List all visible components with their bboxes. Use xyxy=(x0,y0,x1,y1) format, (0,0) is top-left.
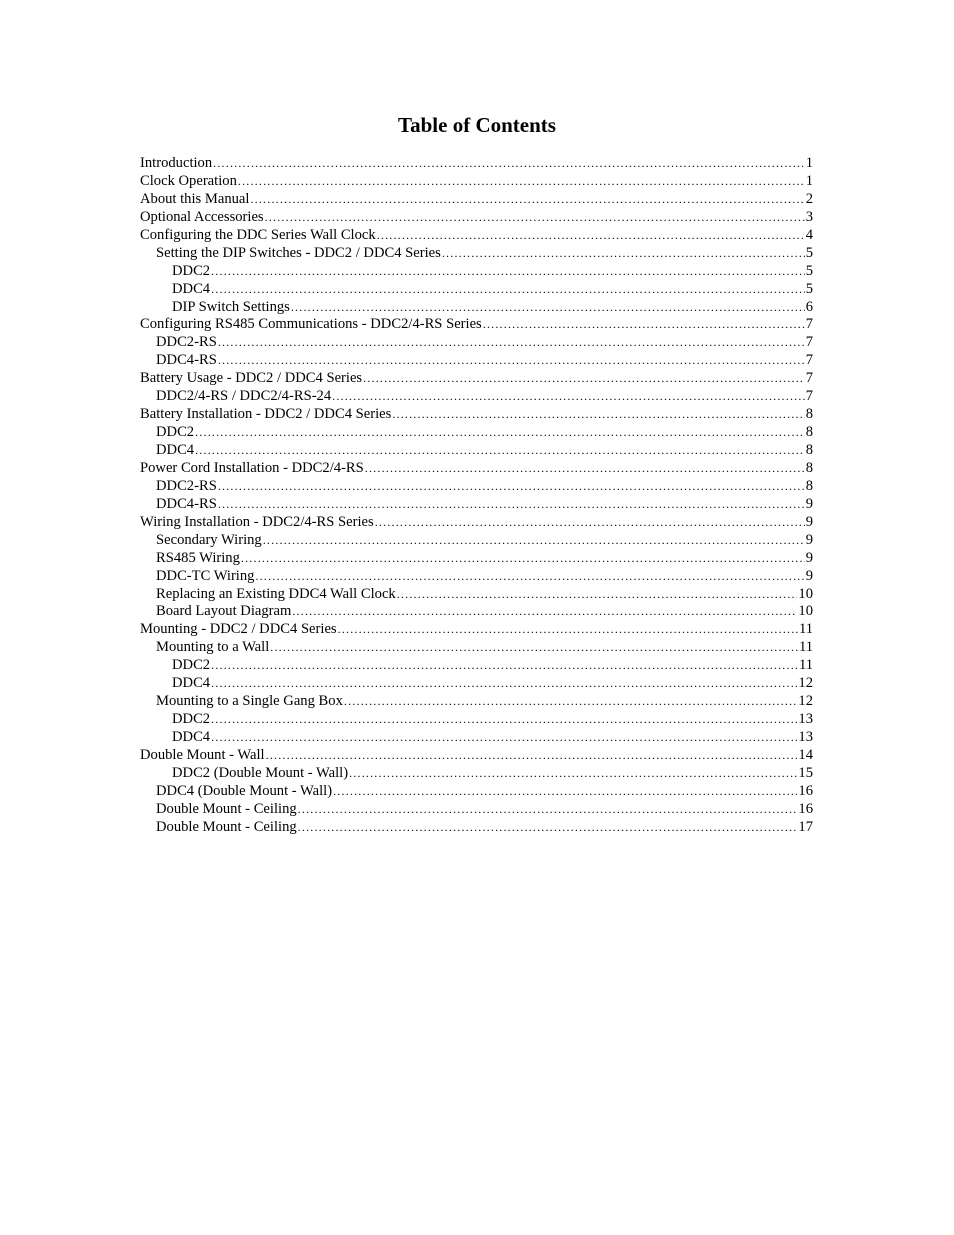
toc-entry[interactable] xyxy=(140,532,813,550)
toc-entry-label[interactable]: DDC2-RS xyxy=(156,477,217,494)
toc-entry[interactable] xyxy=(140,801,813,819)
toc-entry-label[interactable]: About this Manual xyxy=(140,190,250,207)
dot-leader xyxy=(375,514,805,532)
dot-leader xyxy=(377,227,805,245)
toc-entry-page-number[interactable]: 9 xyxy=(805,567,813,584)
toc-entry[interactable] xyxy=(140,227,813,245)
toc-entry-page-number[interactable]: 9 xyxy=(805,531,813,548)
toc-entry-page-number[interactable]: 2 xyxy=(805,190,813,207)
toc-entry-page-number[interactable]: 15 xyxy=(798,764,813,781)
toc-entry-page-number[interactable]: 7 xyxy=(805,334,813,351)
toc-entry[interactable] xyxy=(140,514,813,532)
toc-entry[interactable] xyxy=(140,406,813,424)
toc-entry-page-number[interactable]: 3 xyxy=(805,208,813,225)
toc-entry-page-number[interactable]: 7 xyxy=(805,316,813,333)
toc-entry-label[interactable]: Configuring the DDC Series Wall Clock xyxy=(140,226,376,243)
toc-entry[interactable] xyxy=(140,765,813,783)
toc-entry-page-number[interactable]: 10 xyxy=(798,585,813,602)
dot-leader xyxy=(397,586,798,604)
toc-entry-page-number[interactable]: 11 xyxy=(798,639,813,656)
toc-entry-label[interactable]: RS485 Wiring xyxy=(156,549,240,566)
toc-entry-page-number[interactable]: 10 xyxy=(798,603,813,620)
toc-entry-page-number[interactable]: 5 xyxy=(805,244,813,261)
toc-entry-label[interactable]: Board Layout Diagram xyxy=(156,603,292,620)
toc-entry[interactable] xyxy=(140,388,813,406)
dot-leader xyxy=(263,532,805,550)
toc-entry-label[interactable]: Setting the DIP Switches - DDC2 / DDC4 Series xyxy=(156,244,441,261)
toc-entry[interactable] xyxy=(140,675,813,693)
toc-entry-label[interactable]: DDC4 (Double Mount - Wall) xyxy=(156,782,333,799)
dot-leader xyxy=(213,155,805,173)
toc-entry-page-number[interactable]: 5 xyxy=(805,262,813,279)
dot-leader xyxy=(332,388,805,406)
dot-leader xyxy=(349,765,797,783)
toc-entry-label[interactable]: Mounting to a Single Gang Box xyxy=(156,693,343,710)
dot-leader xyxy=(363,370,805,388)
toc-entry-label[interactable]: Battery Usage - DDC2 / DDC4 Series xyxy=(140,370,363,387)
toc-entry-label[interactable]: DDC2/4-RS / DDC2/4-RS-24 xyxy=(156,388,332,405)
toc-entry-label[interactable]: Double Mount - Ceiling xyxy=(156,818,297,835)
toc-entry-page-number[interactable]: 17 xyxy=(798,818,813,835)
dot-leader xyxy=(298,801,798,819)
toc-entry-label[interactable]: DDC4-RS xyxy=(156,352,217,369)
toc-entry[interactable] xyxy=(140,460,813,478)
toc-entry[interactable] xyxy=(140,693,813,711)
toc-entry-label[interactable]: Introduction xyxy=(140,155,213,171)
dot-leader xyxy=(292,603,797,621)
dot-leader xyxy=(442,245,805,263)
dot-leader xyxy=(483,316,805,334)
toc-entry-label[interactable]: Battery Installation - DDC2 / DDC4 Series xyxy=(140,406,392,423)
dot-leader xyxy=(218,334,805,352)
toc-entry-page-number[interactable]: 1 xyxy=(805,172,813,189)
toc-entry-page-number[interactable]: 14 xyxy=(798,746,813,763)
toc-entry[interactable] xyxy=(140,819,813,837)
toc-entry-page-number[interactable]: 8 xyxy=(805,477,813,494)
toc-entry[interactable] xyxy=(140,299,813,317)
toc-entry-label[interactable]: Clock Operation xyxy=(140,172,237,189)
toc-entry[interactable] xyxy=(140,603,813,621)
dot-leader xyxy=(365,460,805,478)
toc-entry[interactable] xyxy=(140,621,813,639)
toc-entry-label[interactable]: DDC2-RS xyxy=(156,334,217,351)
dot-leader xyxy=(250,191,804,209)
toc-entry-page-number[interactable]: 9 xyxy=(805,549,813,566)
toc-entry-label[interactable]: Double Mount - Ceiling xyxy=(156,800,297,817)
dot-leader xyxy=(238,173,805,191)
dot-leader xyxy=(344,693,798,711)
toc-entry-label[interactable]: Optional Accessories xyxy=(140,208,264,225)
toc-entry[interactable] xyxy=(140,568,813,586)
toc-entry-label[interactable]: Power Cord Installation - DDC2/4-RS xyxy=(140,459,364,476)
table-of-contents xyxy=(140,155,813,837)
dot-leader xyxy=(211,729,797,747)
toc-entry-label[interactable]: DIP Switch Settings xyxy=(172,298,290,315)
dot-leader xyxy=(333,783,797,801)
toc-entry-label[interactable]: DDC4 xyxy=(172,675,211,692)
toc-entry[interactable] xyxy=(140,729,813,747)
toc-entry-page-number[interactable]: 7 xyxy=(805,388,813,405)
toc-entry-label[interactable]: Mounting to a Wall xyxy=(156,639,270,656)
toc-entry-label[interactable]: Configuring RS485 Communications - DDC2/4-RS Series xyxy=(140,316,482,333)
toc-entry[interactable] xyxy=(140,639,813,657)
dot-leader xyxy=(211,281,805,299)
toc-entry-label[interactable]: Replacing an Existing DDC4 Wall Clock xyxy=(156,585,396,602)
toc-entry[interactable] xyxy=(140,657,813,675)
dot-leader xyxy=(195,424,805,442)
dot-leader xyxy=(218,496,805,514)
toc-entry-label[interactable]: Double Mount - Wall xyxy=(140,746,265,763)
toc-entry-label[interactable]: DDC4 xyxy=(172,280,211,297)
dot-leader xyxy=(265,209,805,227)
toc-entry[interactable] xyxy=(140,783,813,801)
toc-entry-page-number[interactable]: 16 xyxy=(798,782,813,799)
toc-entry[interactable] xyxy=(140,711,813,729)
toc-entry-page-number[interactable]: 8 xyxy=(805,459,813,476)
dot-leader xyxy=(298,819,798,837)
toc-entry-label[interactable]: DDC2 xyxy=(172,711,211,728)
toc-entry[interactable] xyxy=(140,586,813,604)
dot-leader xyxy=(291,299,805,317)
toc-entry[interactable] xyxy=(140,334,813,352)
dot-leader xyxy=(211,263,805,281)
toc-entry[interactable] xyxy=(140,370,813,388)
dot-leader xyxy=(270,639,798,657)
dot-leader xyxy=(211,657,798,675)
toc-entry-page-number[interactable]: 16 xyxy=(798,800,813,817)
toc-entry-label[interactable]: DDC2 (Double Mount - Wall) xyxy=(172,764,349,781)
toc-entry[interactable] xyxy=(140,316,813,334)
toc-entry[interactable] xyxy=(140,352,813,370)
toc-entry-page-number[interactable]: 9 xyxy=(805,495,813,512)
toc-entry[interactable] xyxy=(140,245,813,263)
toc-entry[interactable] xyxy=(140,496,813,514)
toc-entry-page-number[interactable]: 4 xyxy=(805,226,813,243)
dot-leader xyxy=(218,478,805,496)
toc-entry-label[interactable]: Wiring Installation - DDC2/4-RS Series xyxy=(140,513,374,530)
dot-leader xyxy=(266,747,798,765)
toc-entry-label[interactable]: DDC4 xyxy=(156,442,195,458)
toc-entry-label[interactable]: DDC4-RS xyxy=(156,495,217,512)
page-title: Table of Contents xyxy=(398,113,556,137)
toc-entry-page-number[interactable]: 13 xyxy=(798,711,813,728)
dot-leader xyxy=(218,352,805,370)
dot-leader xyxy=(195,442,805,460)
toc-entry-page-number[interactable]: 8 xyxy=(805,424,813,441)
toc-entry[interactable] xyxy=(140,263,813,281)
toc-entry-label[interactable]: DDC4 xyxy=(172,729,211,745)
toc-entry-label[interactable]: DDC2 xyxy=(172,262,211,279)
toc-entry[interactable] xyxy=(140,173,813,191)
toc-entry-page-number[interactable]: 8 xyxy=(805,442,813,458)
toc-entry-label[interactable]: DDC2 xyxy=(156,424,195,441)
toc-entry-page-number[interactable]: 13 xyxy=(798,729,813,745)
toc-entry-label[interactable]: Secondary Wiring xyxy=(156,531,262,548)
toc-entry[interactable] xyxy=(140,550,813,568)
toc-entry-page-number[interactable]: 7 xyxy=(805,370,813,387)
toc-entry-page-number[interactable]: 12 xyxy=(798,693,813,710)
toc-entry-page-number[interactable]: 7 xyxy=(805,352,813,369)
toc-entry[interactable] xyxy=(140,209,813,227)
toc-entry-label[interactable]: DDC-TC Wiring xyxy=(156,567,255,584)
toc-entry-label[interactable]: DDC2 xyxy=(172,657,211,674)
toc-entry[interactable] xyxy=(140,478,813,496)
toc-entry-page-number[interactable]: 5 xyxy=(805,280,813,297)
toc-entry-label[interactable]: Mounting - DDC2 / DDC4 Series xyxy=(140,621,337,638)
dot-leader xyxy=(241,550,805,568)
toc-entry-page-number[interactable]: 12 xyxy=(798,675,813,692)
toc-entry[interactable] xyxy=(140,442,813,460)
dot-leader xyxy=(211,711,797,729)
dot-leader xyxy=(338,621,798,639)
toc-entry-page-number[interactable]: 9 xyxy=(805,513,813,530)
toc-entry-page-number[interactable]: 1 xyxy=(805,155,813,171)
toc-entry[interactable] xyxy=(140,424,813,442)
dot-leader xyxy=(211,675,797,693)
toc-entry[interactable] xyxy=(140,747,813,765)
toc-entry[interactable] xyxy=(140,155,813,173)
toc-entry[interactable] xyxy=(140,191,813,209)
toc-entry-page-number[interactable]: 11 xyxy=(798,657,813,674)
dot-leader xyxy=(255,568,804,586)
toc-entry[interactable] xyxy=(140,281,813,299)
toc-entry-page-number[interactable]: 8 xyxy=(805,406,813,423)
toc-entry-page-number[interactable]: 6 xyxy=(805,298,813,315)
toc-entry-page-number[interactable]: 11 xyxy=(798,621,813,638)
dot-leader xyxy=(392,406,804,424)
